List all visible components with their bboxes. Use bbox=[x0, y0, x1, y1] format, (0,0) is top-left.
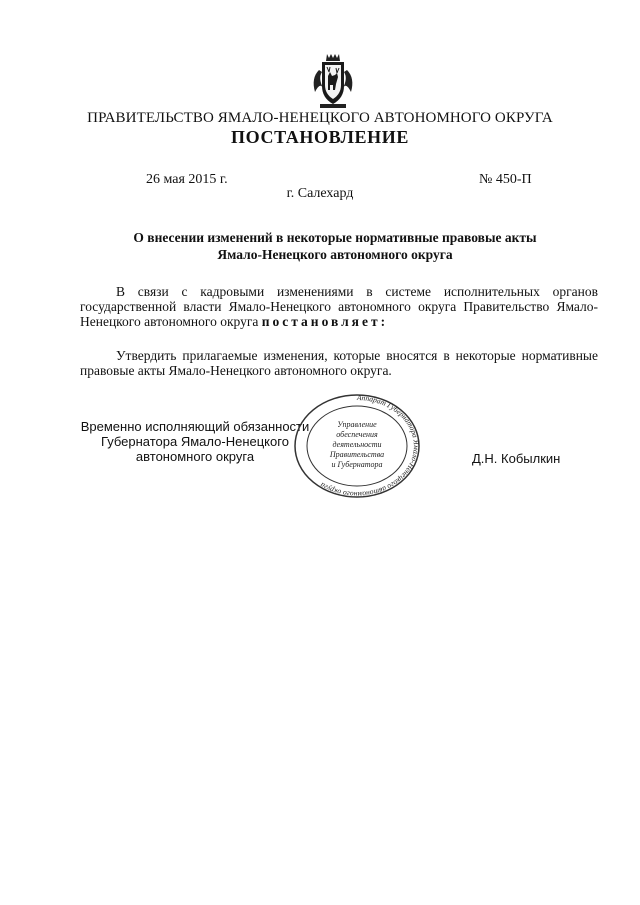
government-name: ПРАВИТЕЛЬСТВО ЯМАЛО-НЕНЕЦКОГО АВТОНОМНОГО ОКРУГА bbox=[87, 110, 553, 126]
document-subject bbox=[100, 229, 570, 263]
stamp-line-3: деятельности bbox=[332, 440, 382, 449]
document-number: № 450-П bbox=[479, 172, 532, 187]
resolves-emphasis: постановляет: bbox=[261, 314, 389, 329]
subject-line-2: Ямало-Ненецкого автономного округа bbox=[217, 247, 453, 262]
body-paragraph-1 bbox=[80, 284, 598, 329]
position-line-3: автономного округа bbox=[135, 449, 255, 464]
subject-line-1: О внесении изменений в некоторые нормативные правовые акты bbox=[133, 230, 537, 245]
paragraph-1-text: В связи с кадровыми изменениями в системе исполнительных органов государственной власти Ямало-Ненецкого автономного округа Правительство Ямало-Ненецкого автономного округа bbox=[80, 284, 598, 329]
position-line-2: Губернатора Ямало-Ненецкого bbox=[101, 434, 289, 449]
stamp-line-4: Правительства bbox=[329, 450, 385, 459]
position-line-1: Временно исполняющий обязанности bbox=[80, 419, 310, 434]
document-type: ПОСТАНОВЛЕНИЕ bbox=[231, 127, 409, 147]
stamp-ring-text: Аппарат Губернатора Ямало-Ненецкого автономного округа bbox=[318, 393, 421, 499]
document-city: г. Салехард bbox=[286, 186, 354, 201]
stamp-line-1: Управление bbox=[337, 420, 377, 429]
document-date: 26 мая 2015 г. bbox=[146, 172, 228, 187]
official-stamp bbox=[293, 393, 421, 499]
stamp-line-2: обеспечения bbox=[336, 430, 378, 439]
signatory-position bbox=[80, 419, 310, 464]
yamal-coat-of-arms-icon bbox=[310, 52, 356, 110]
body-paragraph-2: Утвердить прилагаемые изменения, которые вносятся в некоторые нормативные правовые акты Ямало-Ненецкого автономного округа. bbox=[80, 348, 598, 378]
signatory-name: Д.Н. Кобылкин bbox=[472, 451, 561, 466]
stamp-line-5: и Губернатора bbox=[331, 460, 383, 469]
